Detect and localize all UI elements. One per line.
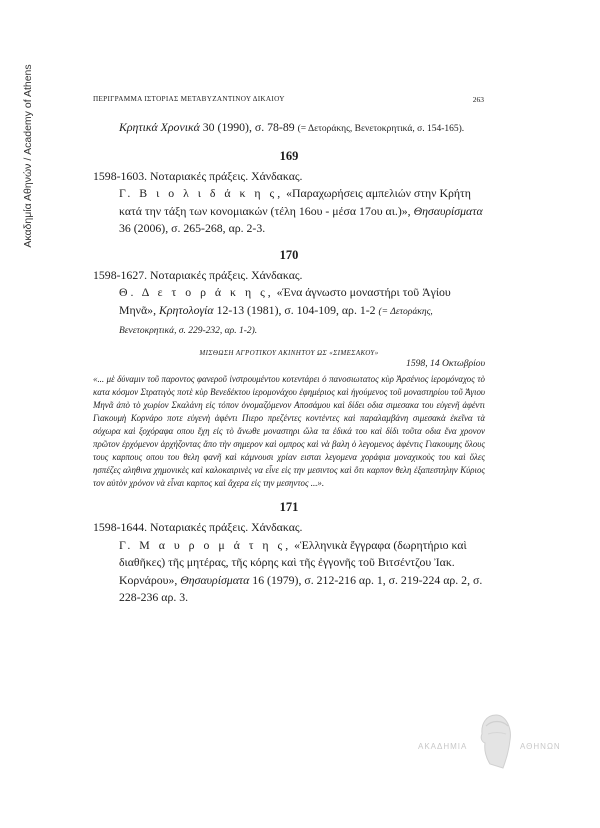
entry-journal: Κρητολογία — [158, 302, 214, 317]
document-heading: ΜΙΣΘΩΣΗ ΑΓΡΟΤΙΚΟΥ ΑΚΙΝΗΤΟΥ ΩΣ «ΣΙΜΕΣΑΚΟΥ» — [199, 348, 379, 357]
entry-citation — [93, 284, 485, 341]
entry-number: 171 — [279, 500, 299, 515]
entry-number: 169 — [279, 148, 299, 163]
entry-author: Γ. Μ α υ ρ ο μ ά τ η ς, — [119, 537, 292, 552]
entry-tail: 36 (2006), σ. 265-268, αρ. 2-3. — [119, 221, 266, 235]
document-quote: «... μὲ δύναμιν τοῦ παροντος φανεροῦ ἰνστρουμέντου κοτεντάρει ὁ πανοσιωτατος κὺρ Ἀρσένιος ἱερομόναχος τὸ κατα κόσμον Στρατιγὸς ποτὲ κὺρ Βενεδέκτου ἱερομονάχου ἐφημέριος καὶ ἡγούμενος τοῦ μοναστηρίου τοῦ Ἁγιου Μηνᾶ ἀπὸ τὸ χωρίον Σκαλάνη εἰς τόπον ὀνομαζόμενον Αποσάμου καὶ δίδει οδια σιμεσακα του εὐγενῆ ἀφέντι Γιακουμὴ Κορνάρο ποτε εὐγενὴ ἀφέντι Πιερο πρεζέντες κοντέντες καὶ παραλαμβάνη σιμεσακὰ ἐκεῖνα τὰ σόχωρα καὶ ξοχόραφα οπου ἔχη εἰς τὸ ἄνωθε μοναστηρι ὥλα τα ἐδικά του καὶ δίδι τοῦτα οδια ἕνα χρονον πρῶτον ἐρχόμενον ἀρχήζοντας ἄπο τὴν σημερον καὶ ομπρος καὶ νὰ βαλη ὁ λεγομενος ἀφέντις Γιακουμης ὅλους τους καρπους οπου του θελη φανῆ καὶ κάμνουσι χρίαν εισται λεγομενα χοράφια μοναχικοὺς του καὶ ὅλες ησπέζες αληθινα χημονικὲς καὶ καλοκαιρινὲς να εἶνε εἰς την μεσιντος καὶ ὅτι καρπον θελη ἐξαπεστηλην Κύριος τον αὐτὸν χρόνον νὰ εἶναι καρπος καὶ ἄχερα εἰς την μεσηντος ...». — [93, 373, 485, 489]
entry-body: «Παραχωρήσεις αμπελιών στην Κρήτη κατά την τάξη των κονομιακών (τέλη 16ου - μέσα 17ου αι.)», — [119, 186, 471, 218]
intro-journal: Κρητικά Χρονικά — [119, 120, 200, 134]
entry-body: «Ἑλληνικὰ ἔγγραφα (δωρητήριο καὶ διαθῆκες) τῆς μητέρας, τῆς κόρης καὶ τῆς ἐγγονῆς τοῦ Βιτσέντζου Ἰακ. Κορνάρου», — [119, 537, 467, 587]
intro-rest: 30 (1990), σ. 78-89 — [199, 120, 298, 134]
running-head: ΠΕΡΙΓΡΑΜΜΑ ΙΣΤΟΡΙΑΣ ΜΕΤΑΒΥΖΑΝΤΙΝΟΥ ΔΙΚΑΙΟΥ — [93, 95, 285, 103]
entry-tail: 16 (1979), σ. 212-216 αρ. 1, σ. 219-224 αρ. 2, σ. 228-236 αρ. 3. — [119, 572, 483, 605]
entry-journal: Θησαυρίσματα — [180, 572, 250, 587]
entry-body: «Ένα άγνωστο μοναστήρι τοῦ Ἁγίου Μηνᾶ», — [119, 285, 451, 317]
entry-citation — [93, 185, 485, 238]
page-number: 263 — [472, 95, 484, 104]
intro-ref: (= Δετοράκης, Βενετοκρητικά, σ. 154-165). — [297, 124, 465, 134]
entry-author: Γ. Β ι ο λ ι δ ά κ η ς, — [119, 186, 284, 200]
document-date: 1598, 14 Οκτωβρίου — [406, 357, 485, 369]
side-archive-label: Ακαδημία Αθηνών / Academy of Athens — [22, 64, 34, 248]
watermark-left-text: ΑΚΑΔΗΜΙΑ — [418, 742, 468, 751]
entry-head: 1598-1644. Νοταριακές πράξεις. Χάνδακας. — [93, 520, 303, 535]
athena-head-icon — [476, 712, 516, 774]
academy-watermark — [418, 712, 568, 782]
entry-head: 1598-1603. Νοταριακές πράξεις. Χάνδακας. — [93, 168, 303, 183]
entry-head: 1598-1627. Νοταριακές πράξεις. Χάνδακας. — [93, 267, 303, 282]
page-content — [93, 119, 485, 607]
intro-citation — [93, 119, 485, 139]
entry-ref: (= Δετοράκης, Βενετοκρητικά, σ. 229-232, αρ. 1-2). — [119, 306, 433, 336]
watermark-right-text: ΑΘΗΝΩΝ — [520, 742, 561, 751]
entry-citation — [93, 537, 485, 607]
entry-tail: 12-13 (1981), σ. 104-109, αρ. 1-2 — [213, 302, 379, 317]
entry-number: 170 — [279, 247, 299, 262]
entry-journal: Θησαυρίσματα — [413, 203, 483, 218]
entry-author: Θ. Δ ε τ ο ρ ά κ η ς, — [119, 285, 274, 299]
